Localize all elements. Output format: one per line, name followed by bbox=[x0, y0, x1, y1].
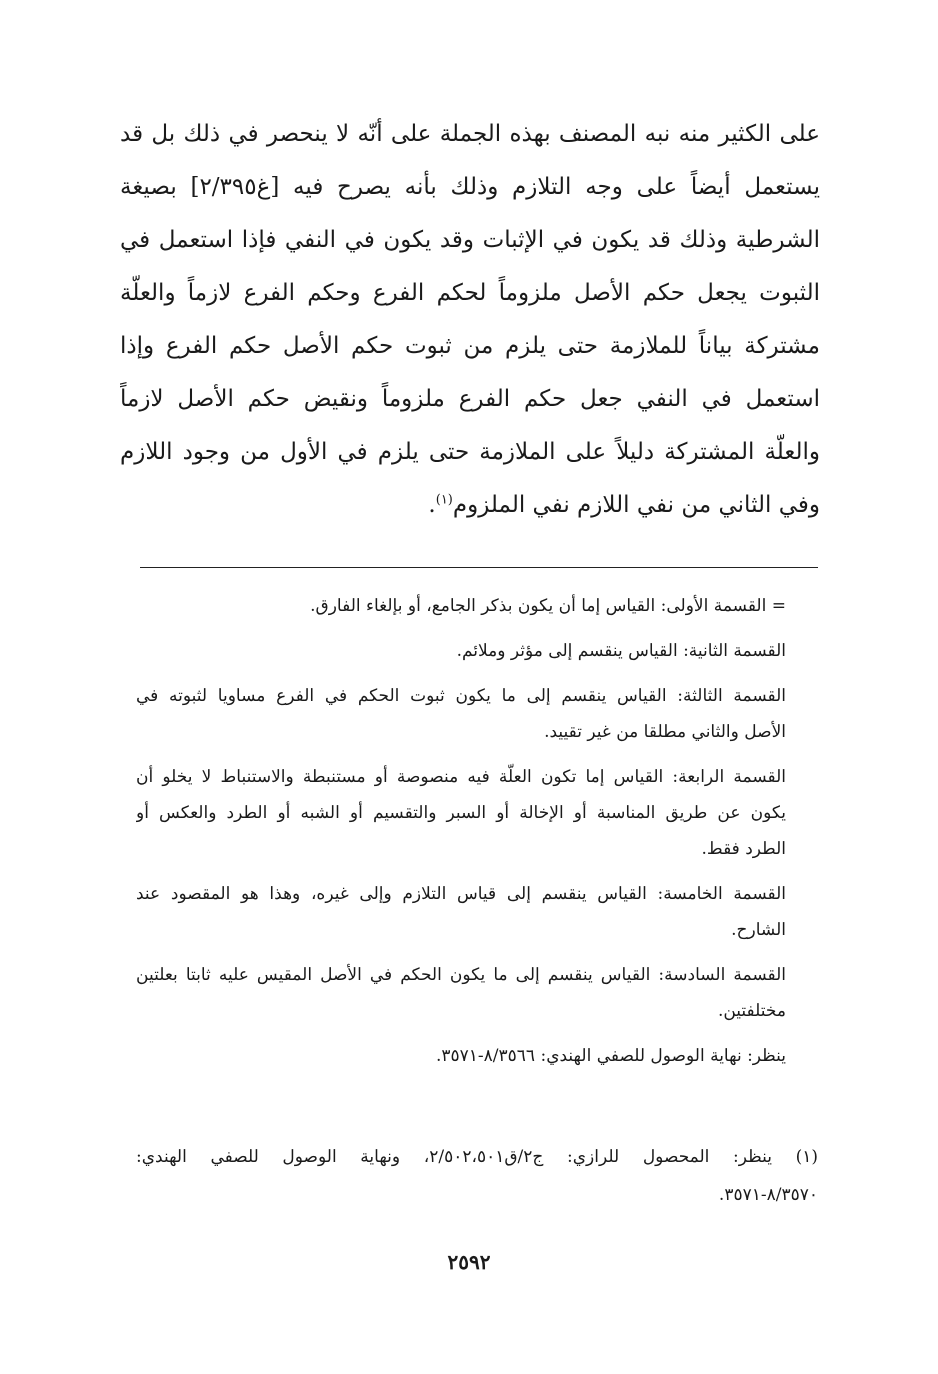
footnote-line: = القسمة الأولى: القياس إما أن يكون بذكر الجامع، أو بإلغاء الفارق. bbox=[310, 596, 786, 616]
main-text bbox=[120, 108, 820, 532]
main-text-line: الشرطية وذلك قد يكون في الإثبات وقد يكون في النفي فإذا استعمل في bbox=[120, 227, 820, 253]
sentence-end: . bbox=[428, 492, 436, 518]
footnote-paragraph bbox=[136, 957, 786, 1029]
main-text-line: الثبوت يجعل حكم الأصل ملزوماً لحكم الفرع وحكم الفرع لازماً والعلّة bbox=[120, 280, 820, 306]
footnote-line: الطرد فقط. bbox=[701, 839, 786, 859]
footnotes-section bbox=[136, 588, 786, 1083]
footnote-line: مختلفتين. bbox=[717, 1001, 786, 1021]
footnote-line: ٨/٣٥٧٠-٣٥٧١. bbox=[718, 1185, 818, 1205]
footnote-paragraph bbox=[136, 678, 786, 750]
footnote-separator bbox=[140, 567, 818, 568]
main-text-line: والعلّة المشتركة دليلاً على الملازمة حتى يلزم في الأول من وجود اللازم bbox=[120, 439, 820, 465]
main-text-line: يستعمل أيضاً على وجه التلازم وذلك بأنه يصرح فيه [غ٢/٣٩٥] بصيغة bbox=[120, 174, 820, 200]
main-text-last-line bbox=[120, 479, 820, 532]
footnote-paragraph bbox=[136, 759, 786, 867]
footnote-line: القسمة الخامسة: القياس ينقسم إلى قياس التلازم وإلى غيره، وهذا هو المقصود عند bbox=[136, 884, 786, 904]
footnote-paragraph bbox=[136, 588, 786, 624]
footnote-paragraph bbox=[136, 876, 786, 948]
main-text-line: مشتركة بياناً للملازمة حتى يلزم من ثبوت حكم الأصل حكم الفرع وإذا bbox=[120, 333, 820, 359]
footnote-reference: (١) bbox=[435, 492, 453, 508]
footnote-paragraph bbox=[136, 1038, 786, 1074]
footnote-line: (١) ينظر: المحصول للرازي: ج٢/ق٢/٥٠٢،٥٠١، ونهاية الوصول للصفي الهندي: bbox=[136, 1147, 818, 1167]
footnote-line: القسمة الرابعة: القياس إما تكون العلّة فيه منصوصة أو مستنبطة والاستنباط لا يخلو أن bbox=[136, 767, 786, 787]
footnote-line: القسمة السادسة: القياس ينقسم إلى ما يكون الحكم في الأصل المقيس عليه ثابتا بعلتين bbox=[136, 965, 786, 985]
footnote-line: الأصل والثاني مطلقا من غير تقييد. bbox=[544, 722, 786, 742]
footnote-line: الشارح. bbox=[731, 920, 786, 940]
footnote-paragraph bbox=[136, 633, 786, 669]
page-number: ٢٥٩٢ bbox=[447, 1250, 491, 1274]
footnote-line: يكون عن طريق المناسبة أو الإخالة أو السبر والتقسيم أو الشبه أو الطرد والعكس أو bbox=[136, 803, 786, 823]
footnote-line: القسمة الثانية: القياس ينقسم إلى مؤثر وملائم. bbox=[456, 641, 786, 661]
footnote-line: القسمة الثالثة: القياس ينقسم إلى ما يكون ثبوت الحكم في الفرع مساويا لثبوته في bbox=[136, 686, 786, 706]
footnote-line: ينظر: نهاية الوصول للصفي الهندي: ٨/٣٥٦٦-٣٥٧١. bbox=[435, 1046, 786, 1066]
main-text-line: وفي الثاني من نفي اللازم نفي الملزوم bbox=[452, 492, 820, 518]
main-text-line: على الكثير منه نبه المصنف بهذه الجملة على أنّه لا ينحصر في ذلك بل قد bbox=[120, 121, 820, 147]
numbered-footnote bbox=[136, 1138, 818, 1214]
main-text-line: استعمل في النفي جعل حكم الفرع ملزوماً ونقيض حكم الأصل لازماً bbox=[120, 386, 820, 412]
